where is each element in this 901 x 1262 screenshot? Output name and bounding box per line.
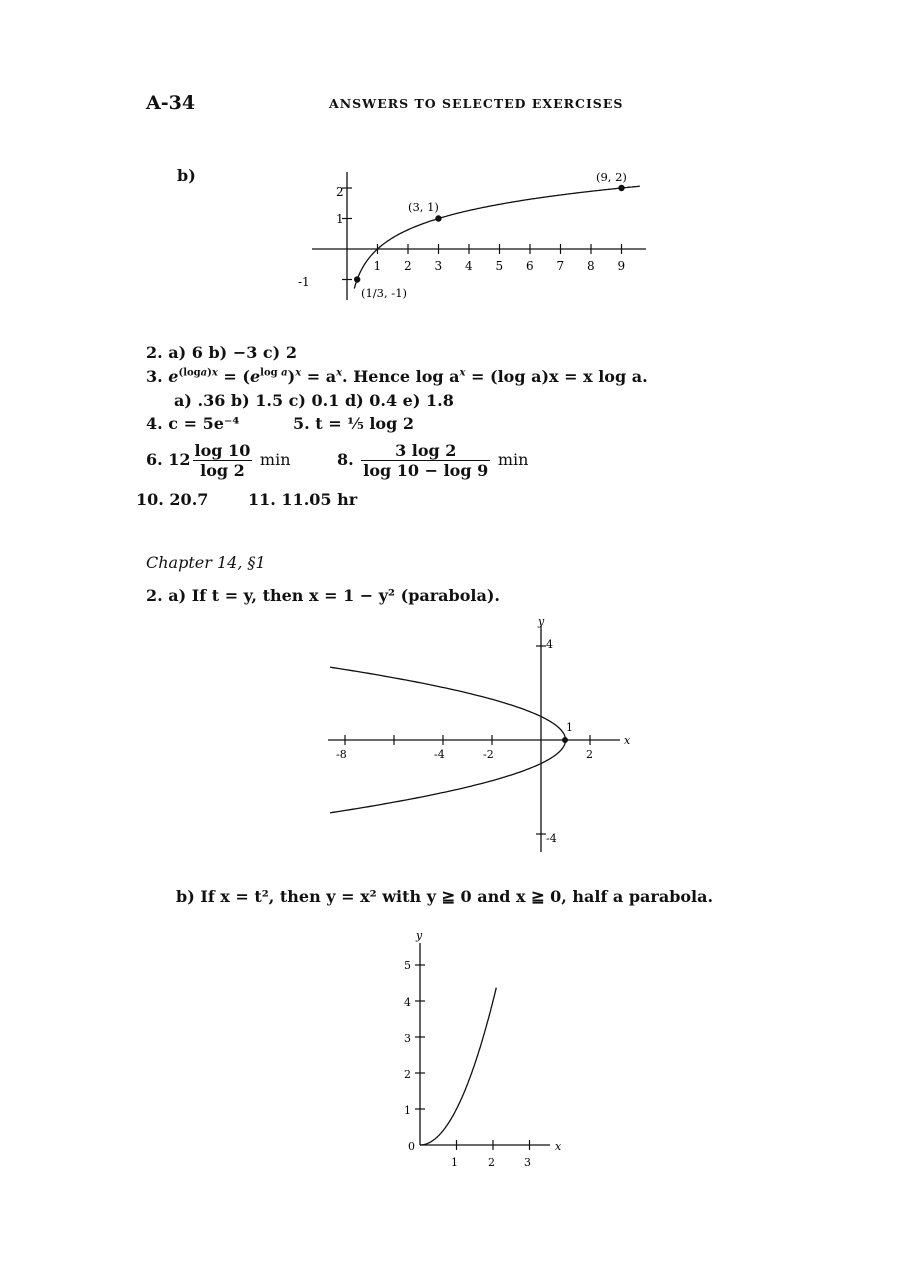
graph2-vertex-label: 1 <box>566 721 573 734</box>
graph3-ytick-4: 4 <box>404 996 411 1009</box>
page-number: A-34 <box>146 92 196 114</box>
graph2-ytick-minus4: -4 <box>546 832 557 845</box>
answer-4: 4. c = 5e⁻⁴ <box>146 414 240 433</box>
graph2-xtick-minus4: -4 <box>434 748 445 761</box>
graph1-xtick-label: 7 <box>556 259 565 273</box>
graph3-y-label: y <box>416 929 423 942</box>
answer-3-parts: a) .36 b) 1.5 c) 0.1 d) 0.4 e) 1.8 <box>174 391 454 410</box>
answer-2: 2. a) 6 b) −3 c) 2 <box>146 343 297 362</box>
running-head: ANSWERS TO SELECTED EXERCISES <box>329 96 624 111</box>
graph1-xtick-label: 6 <box>526 259 534 273</box>
graph1-ytick-1: 1 <box>336 212 344 226</box>
graph1-xtick-label: 8 <box>587 259 595 273</box>
graph2-xtick-minus8: -8 <box>336 748 347 761</box>
answer-11: 11. 11.05 hr <box>248 490 358 509</box>
graph1-xtick-label: 5 <box>495 259 504 273</box>
graph1-xtick-label: 3 <box>434 259 443 273</box>
problem-2b: b) If x = t², then y = x² with y ≧ 0 and x ≧ 0, half a parabola. <box>176 887 714 906</box>
graph1-point-label-3-1: (3, 1) <box>408 200 439 214</box>
graph3-x-label: x <box>555 1140 562 1153</box>
graph2-xtick-2: 2 <box>586 748 593 761</box>
graph2-x-label: x <box>624 734 631 747</box>
graph1-xtick-label: 1 <box>373 259 382 273</box>
graph3-xtick-3: 3 <box>524 1156 531 1169</box>
answer-8: 8. $\frac{3 \log 2}{\log 10 - \log 9}$ min <box>337 441 529 480</box>
graph1-point-label-9-2: (9, 2) <box>596 170 627 184</box>
graph1-ytick-2: 2 <box>336 185 344 199</box>
graph2-ytick-4: 4 <box>546 638 553 651</box>
answer-10: 10. 20.7 <box>136 490 209 509</box>
graph3-ytick-2: 2 <box>404 1068 411 1081</box>
graph3-ytick-5: 5 <box>404 959 411 972</box>
graph2-xtick-minus2: -2 <box>483 748 494 761</box>
graph1-xtick-label: 2 <box>404 259 412 273</box>
graph1-xtick-label: 4 <box>465 259 473 273</box>
graph3-xtick-2: 2 <box>488 1156 495 1169</box>
graph3-ytick-0: 0 <box>408 1140 415 1153</box>
graph2-y-label: y <box>538 615 545 628</box>
graph1-part-label: b) <box>177 166 196 185</box>
graph1-xtick-label: 9 <box>617 259 626 273</box>
graph3-ytick-3: 3 <box>404 1032 411 1045</box>
graph1-ytick-minus1: -1 <box>298 275 310 289</box>
graph1-point-label-third: (1/3, -1) <box>361 286 407 300</box>
chapter-heading: Chapter 14, §1 <box>146 553 266 572</box>
answer-6: 6. 12 $\frac{\log 10}{\log 2}$ min <box>146 441 291 480</box>
problem-2a: 2. a) If t = y, then x = 1 − y² (parabola). <box>146 586 500 605</box>
answer-5: 5. t = ⅕ log 2 <box>293 414 414 433</box>
answer-3: 3. $e^{(loga)x} = (e^{log a})^x = a^x$. Hence $\log a^x = (\log$ a)x = x log a. <box>146 367 648 386</box>
graph3-xtick-1: 1 <box>451 1156 458 1169</box>
graph3-ytick-1: 1 <box>404 1104 411 1117</box>
graph3-curve <box>420 988 496 1145</box>
